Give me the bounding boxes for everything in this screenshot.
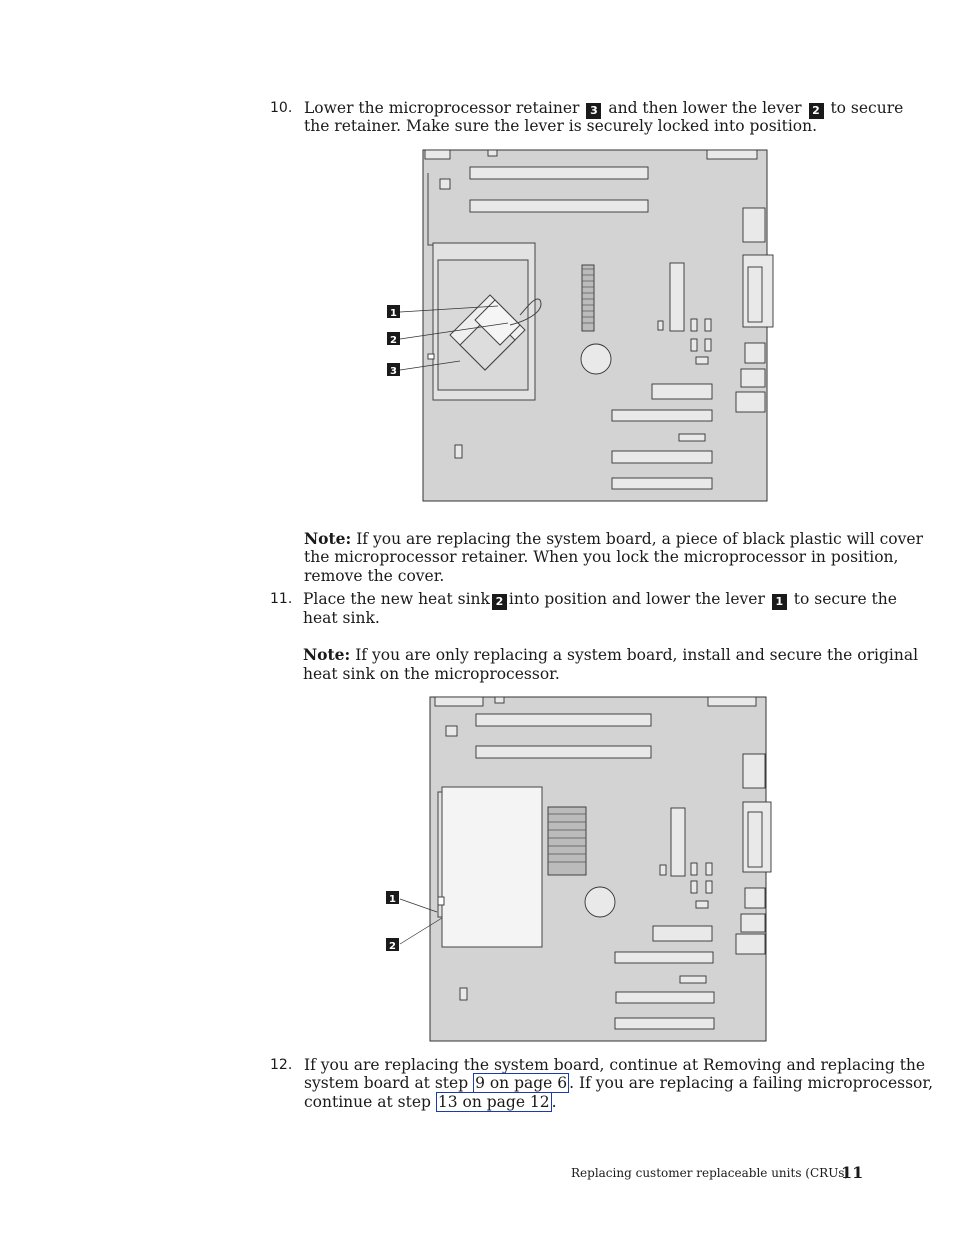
callout-badge-1: 1 <box>772 594 787 610</box>
heat-sink <box>442 787 542 947</box>
step-12-line-3 <box>304 1093 557 1112</box>
figure-2-callouts <box>386 891 399 952</box>
step-10-number: 10. <box>270 100 293 116</box>
step-10-text-a: Lower the microprocessor retainer <box>304 99 580 117</box>
note-1-label: Note: <box>304 529 352 548</box>
note-1-line-1 <box>304 530 923 549</box>
page-number: 11 <box>841 1163 864 1182</box>
note-1-line-2: the microprocessor retainer. When you lock the microprocessor in position, <box>304 548 899 566</box>
step-11-line-1 <box>303 590 897 610</box>
callout-2: 2 <box>390 335 397 346</box>
step-10-text-c: to secure <box>830 99 904 117</box>
step-11-text-a: Place the new heat sink <box>303 590 490 608</box>
step-11-text-c: to secure the <box>793 590 897 608</box>
step-12-number: 12. <box>270 1057 293 1073</box>
footer-title: Replacing customer replaceable units (CRUs) <box>571 1166 850 1180</box>
step-11-line-2: heat sink. <box>303 609 380 627</box>
callout-badge-2: 2 <box>809 103 824 119</box>
note-1-text-1: If you are replacing the system board, a piece of black plastic will cover <box>356 530 923 548</box>
note-2-label: Note: <box>303 645 351 664</box>
callout-badge-3: 3 <box>586 103 601 119</box>
callout-1: 1 <box>390 308 397 319</box>
step-12-text-d: . <box>551 1093 557 1111</box>
step-10-line-2: the retainer. Make sure the lever is securely locked into position. <box>304 117 818 135</box>
note-2-line-1 <box>303 646 918 665</box>
note-1-line-3: remove the cover. <box>304 567 445 585</box>
step-11-text-b: into position and lower the lever <box>508 590 765 608</box>
step-12-line-1: If you are replacing the system board, continue at Removing and replacing the <box>304 1056 926 1074</box>
step-12-text-b: . If you are replacing a failing microprocessor, <box>569 1074 934 1092</box>
callout-2: 2 <box>389 941 396 952</box>
memory-slot <box>470 167 648 179</box>
note-2-line-2: heat sink on the microprocessor. <box>303 665 560 683</box>
step-12-text-a: system board at step <box>304 1074 469 1092</box>
link-step-9-page-6[interactable]: 9 on page 6 <box>475 1074 568 1092</box>
memory-slot <box>476 746 651 758</box>
step-12-text-c: continue at step <box>304 1093 431 1111</box>
memory-slot <box>470 200 648 212</box>
step-12-line-2 <box>304 1074 933 1093</box>
figure-heat-sink <box>380 692 780 1047</box>
link-step-13-page-12[interactable]: 13 on page 12 <box>437 1093 550 1111</box>
callout-1: 1 <box>389 894 396 905</box>
figure-microprocessor-retainer <box>380 145 780 505</box>
callout-badge-2: 2 <box>492 594 507 610</box>
memory-slot <box>476 714 651 726</box>
note-2-text-1: If you are only replacing a system board, install and secure the original <box>355 646 919 664</box>
callout-3: 3 <box>390 366 397 377</box>
step-10-text-b: and then lower the lever <box>608 99 802 117</box>
step-11-number: 11. <box>270 591 293 607</box>
step-10-line-1 <box>304 99 903 119</box>
figure-1-callouts <box>387 305 400 377</box>
